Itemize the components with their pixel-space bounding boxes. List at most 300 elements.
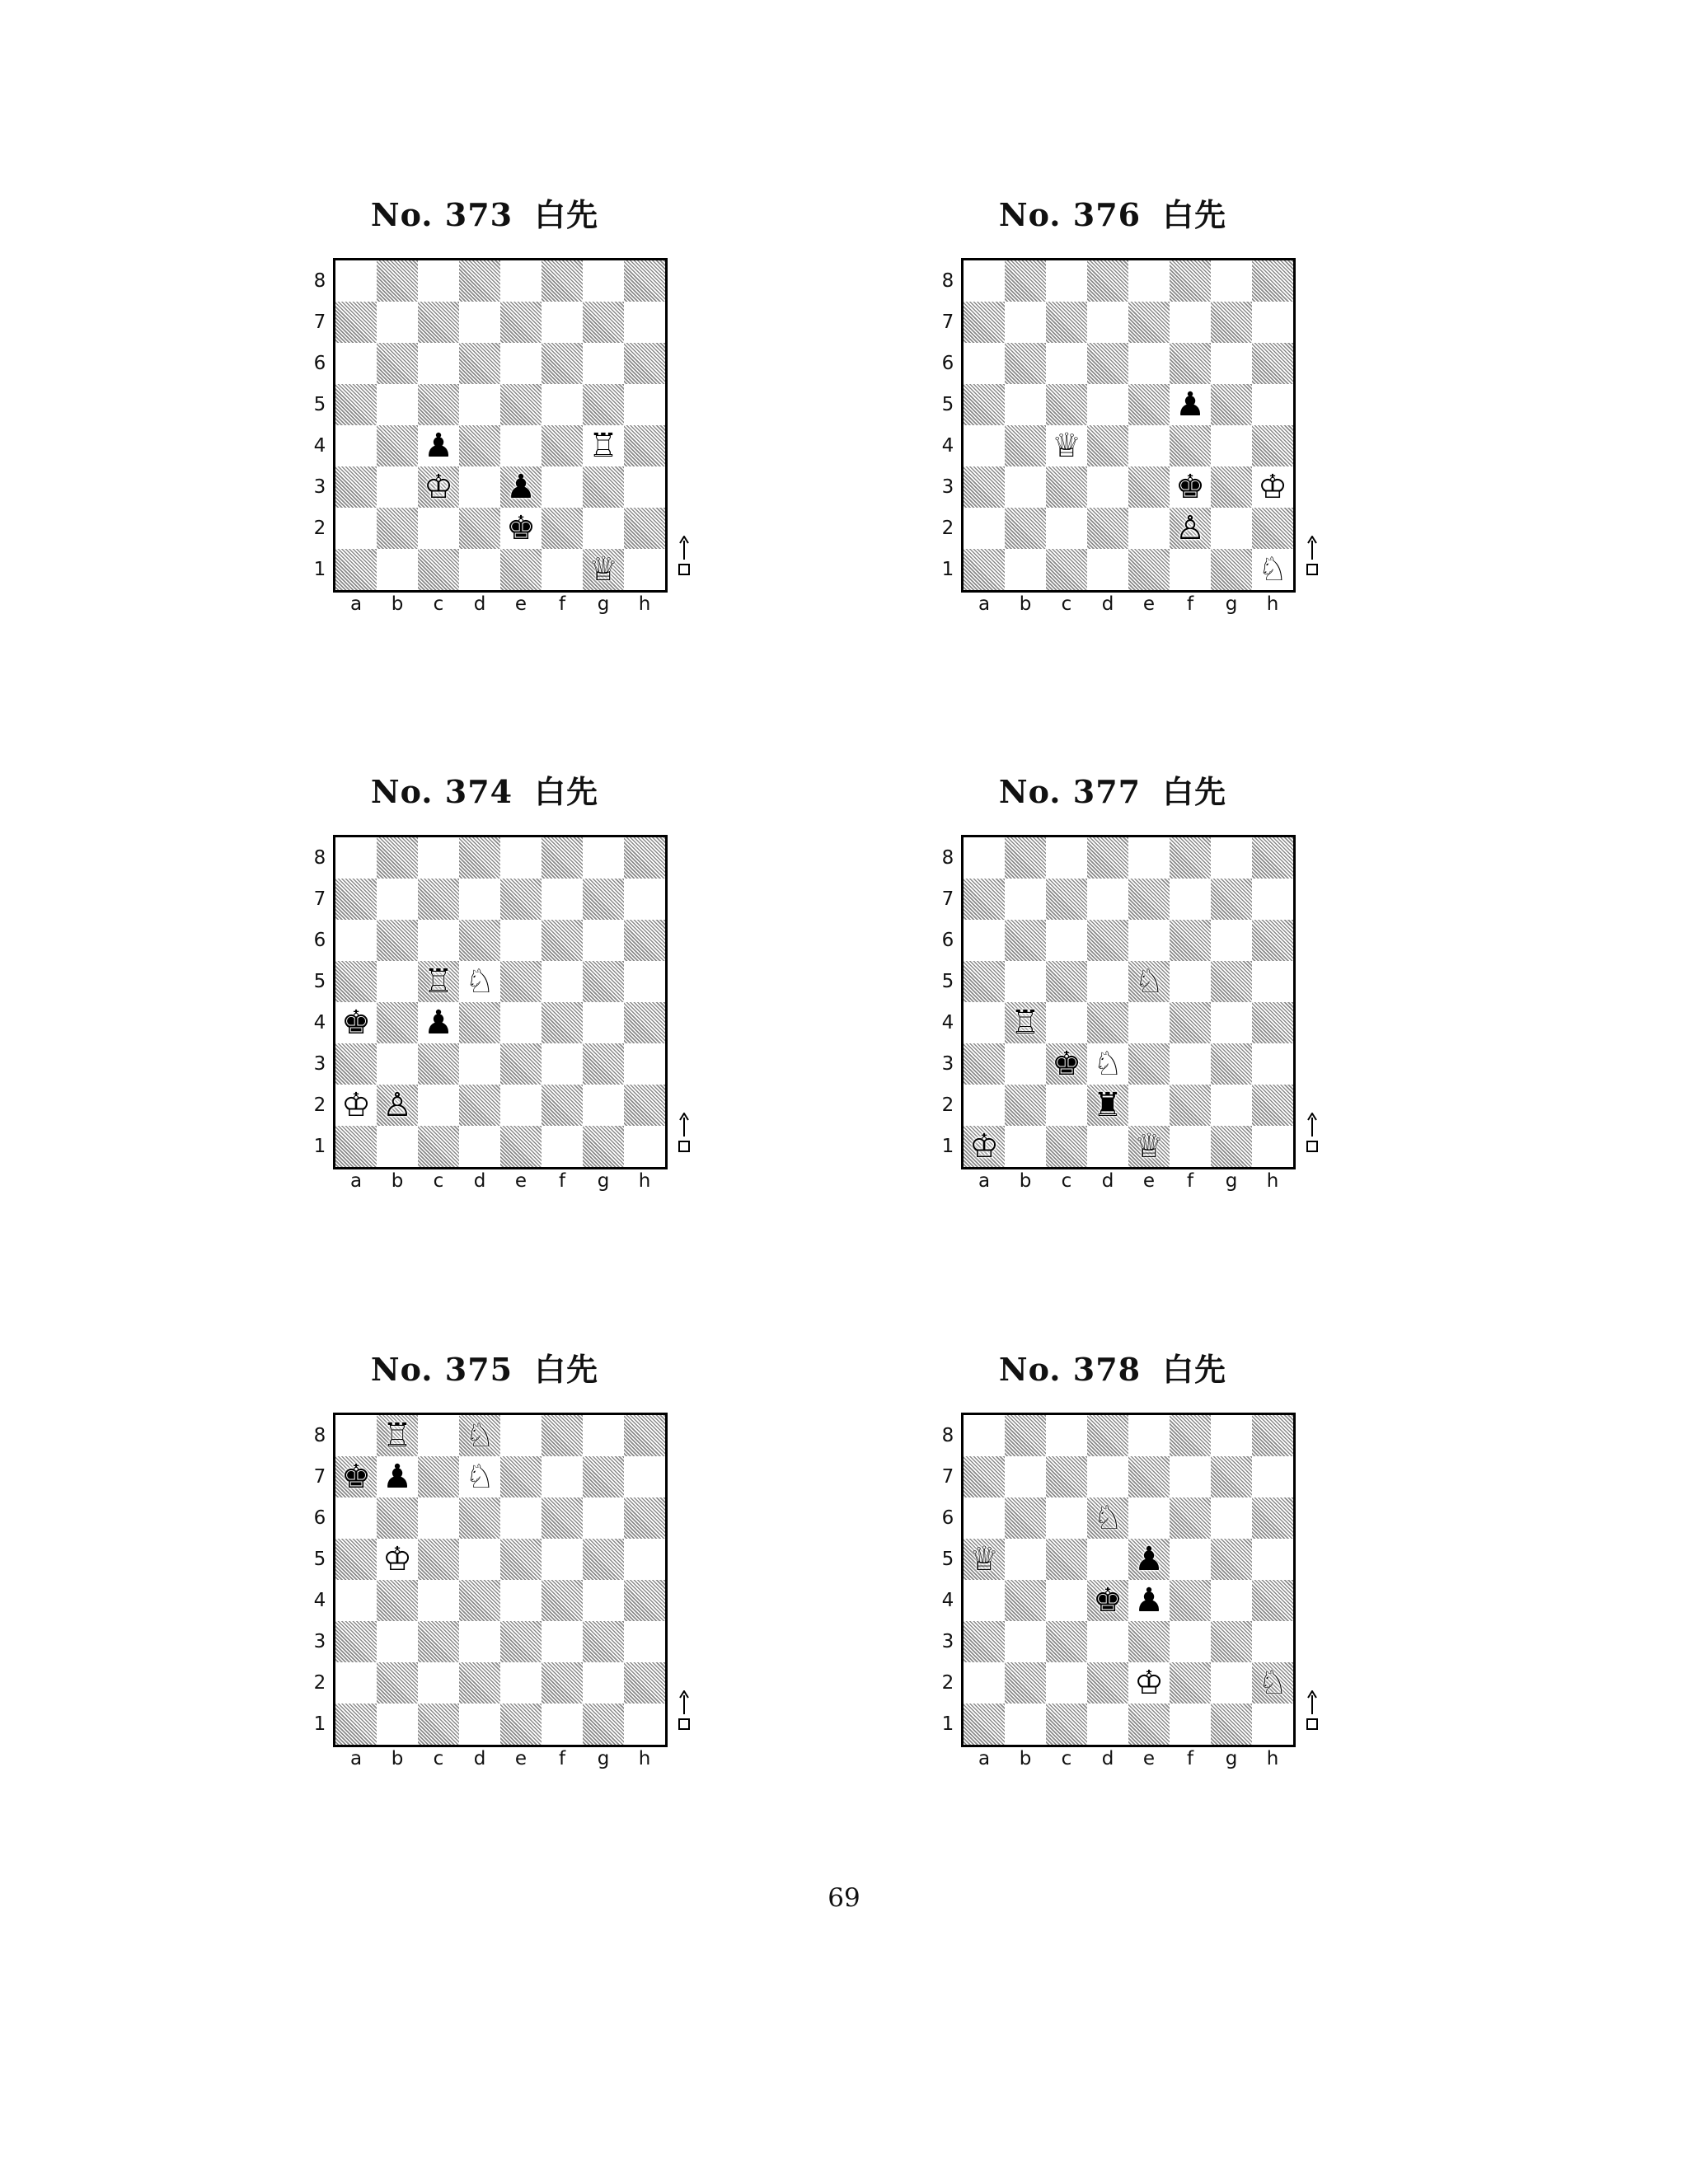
file-label: g	[597, 1748, 610, 1769]
rank-label: 5	[941, 971, 954, 992]
file-label: b	[1019, 593, 1032, 615]
problem-diagram	[288, 190, 717, 651]
square-a6	[335, 920, 377, 961]
square-d5	[1087, 384, 1128, 425]
rank-label: 4	[313, 435, 326, 457]
rank-label: 4	[313, 1590, 326, 1611]
square-g5	[1211, 961, 1252, 1002]
square-e7	[1128, 1456, 1170, 1497]
black-king-icon: ♚	[1175, 468, 1205, 506]
square-f5	[1170, 961, 1211, 1002]
square-b5	[377, 1539, 418, 1580]
file-label: g	[1225, 1170, 1238, 1192]
square-e2	[500, 1085, 542, 1126]
white-king-icon: ♔	[1258, 468, 1287, 506]
file-label: h	[1266, 593, 1279, 615]
square-c1	[418, 549, 459, 590]
square-e1	[1128, 549, 1170, 590]
white-king-icon: ♔	[424, 468, 453, 506]
white-king-icon: ♔	[1134, 1664, 1164, 1702]
black-pawn-icon: ♟	[506, 468, 536, 506]
rank-label: 8	[941, 1425, 954, 1446]
square-d6	[459, 1497, 500, 1539]
rank-label: 1	[313, 1713, 326, 1735]
problem-diagram	[917, 766, 1345, 1228]
square-g8	[583, 837, 624, 879]
square-e1	[1128, 1704, 1170, 1745]
square-d3	[459, 1621, 500, 1662]
rank-label: 2	[941, 1672, 954, 1694]
square-b8	[377, 1415, 418, 1456]
rank-label: 8	[941, 847, 954, 869]
square-d8	[459, 837, 500, 879]
square-h4	[1252, 1580, 1293, 1621]
square-c8	[418, 260, 459, 302]
square-d6	[1087, 1497, 1128, 1539]
square-f6	[1170, 343, 1211, 384]
square-e4	[500, 425, 542, 466]
problem-title	[312, 766, 658, 812]
square-f8	[542, 837, 583, 879]
square-h6	[1252, 343, 1293, 384]
square-f4	[542, 1002, 583, 1043]
square-b5	[1005, 961, 1046, 1002]
square-d7	[1087, 1456, 1128, 1497]
square-g7	[583, 879, 624, 920]
square-d4	[1087, 1580, 1128, 1621]
square-c3	[1046, 1621, 1087, 1662]
chess-board	[333, 258, 668, 593]
rank-label: 6	[313, 1507, 326, 1529]
rank-label: 8	[313, 847, 326, 869]
white-square-icon	[1306, 564, 1318, 575]
file-label: e	[1142, 1748, 1156, 1769]
rank-label: 6	[313, 353, 326, 374]
square-c3	[1046, 1043, 1087, 1085]
square-g4	[1211, 1002, 1252, 1043]
square-d6	[459, 343, 500, 384]
white-queen-icon: ♕	[588, 551, 618, 588]
square-g4	[1211, 425, 1252, 466]
square-g3	[583, 1621, 624, 1662]
square-g7	[1211, 879, 1252, 920]
rank-labels	[312, 837, 328, 1167]
square-a4	[335, 1002, 377, 1043]
square-g1	[1211, 549, 1252, 590]
file-label: e	[514, 593, 528, 615]
square-b5	[377, 384, 418, 425]
square-b3	[1005, 1621, 1046, 1662]
problem-caption: 白先	[534, 1351, 599, 1388]
square-f4	[1170, 1002, 1211, 1043]
rank-labels	[940, 1415, 956, 1745]
square-c8	[418, 837, 459, 879]
square-g1	[1211, 1704, 1252, 1745]
square-a6	[964, 343, 1005, 384]
square-g6	[583, 1497, 624, 1539]
square-h5	[1252, 384, 1293, 425]
square-h7	[624, 302, 665, 343]
rank-label: 5	[313, 394, 326, 415]
file-label: a	[978, 1170, 991, 1192]
square-f2	[1170, 1662, 1211, 1704]
square-f5	[1170, 384, 1211, 425]
file-label: c	[433, 593, 444, 615]
square-h5	[624, 384, 665, 425]
square-c6	[1046, 1497, 1087, 1539]
square-e7	[500, 1456, 542, 1497]
square-g1	[583, 1126, 624, 1167]
rank-label: 5	[313, 971, 326, 992]
square-h2	[1252, 508, 1293, 549]
square-h1	[624, 1126, 665, 1167]
square-c7	[1046, 1456, 1087, 1497]
square-c8	[1046, 837, 1087, 879]
file-label: f	[558, 593, 566, 615]
rank-label: 6	[313, 930, 326, 951]
square-a7	[335, 302, 377, 343]
square-c3	[418, 1621, 459, 1662]
rank-label: 2	[313, 518, 326, 539]
square-f8	[1170, 1415, 1211, 1456]
rank-label: 1	[313, 1136, 326, 1157]
square-c2	[1046, 1662, 1087, 1704]
square-h6	[624, 920, 665, 961]
square-h6	[1252, 920, 1293, 961]
square-g5	[1211, 384, 1252, 425]
square-a5	[335, 384, 377, 425]
square-f7	[542, 302, 583, 343]
square-d5	[459, 961, 500, 1002]
square-e3	[500, 466, 542, 508]
square-b3	[377, 1621, 418, 1662]
square-a1	[964, 1704, 1005, 1745]
square-c7	[1046, 879, 1087, 920]
rank-label: 8	[941, 270, 954, 292]
file-label: e	[1142, 1170, 1156, 1192]
square-c3	[418, 466, 459, 508]
problem-diagram	[917, 190, 1345, 651]
file-label: d	[473, 593, 486, 615]
square-e4	[500, 1002, 542, 1043]
square-e2	[1128, 508, 1170, 549]
square-d5	[1087, 1539, 1128, 1580]
file-label: g	[1225, 1748, 1238, 1769]
square-a2	[964, 1085, 1005, 1126]
square-g8	[1211, 260, 1252, 302]
square-d7	[1087, 302, 1128, 343]
white-king-icon: ♔	[341, 1086, 371, 1124]
rank-label: 3	[313, 1631, 326, 1652]
square-f4	[542, 1580, 583, 1621]
square-h3	[1252, 466, 1293, 508]
square-d7	[459, 879, 500, 920]
square-a3	[964, 1043, 1005, 1085]
square-c5	[418, 384, 459, 425]
square-d4	[1087, 1002, 1128, 1043]
square-b1	[1005, 1704, 1046, 1745]
square-b4	[1005, 1002, 1046, 1043]
file-label: c	[1061, 593, 1072, 615]
square-a3	[964, 1621, 1005, 1662]
square-f7	[1170, 1456, 1211, 1497]
rank-label: 4	[941, 435, 954, 457]
white-knight-icon: ♘	[1093, 1045, 1123, 1083]
square-b7	[377, 879, 418, 920]
square-c4	[1046, 1002, 1087, 1043]
square-g3	[583, 466, 624, 508]
square-g4	[1211, 1580, 1252, 1621]
file-labels	[335, 1170, 665, 1195]
square-c6	[418, 343, 459, 384]
file-label: c	[433, 1748, 444, 1769]
file-label: h	[638, 1748, 651, 1769]
square-b8	[1005, 260, 1046, 302]
square-c5	[418, 961, 459, 1002]
square-d5	[1087, 961, 1128, 1002]
square-d6	[1087, 920, 1128, 961]
square-h8	[624, 1415, 665, 1456]
file-label: d	[1101, 593, 1114, 615]
square-h8	[624, 260, 665, 302]
square-h4	[1252, 425, 1293, 466]
rank-label: 2	[313, 1672, 326, 1694]
square-a7	[335, 879, 377, 920]
file-labels	[964, 1170, 1293, 1195]
file-label: b	[1019, 1170, 1032, 1192]
square-h7	[1252, 1456, 1293, 1497]
rank-label: 1	[313, 559, 326, 580]
square-d8	[1087, 1415, 1128, 1456]
problem-caption: 白先	[1162, 1351, 1227, 1388]
square-d8	[1087, 837, 1128, 879]
square-a3	[335, 1043, 377, 1085]
square-c1	[1046, 549, 1087, 590]
square-a1	[964, 1126, 1005, 1167]
square-g2	[1211, 1085, 1252, 1126]
square-b2	[377, 508, 418, 549]
square-b2	[1005, 1662, 1046, 1704]
square-b3	[1005, 1043, 1046, 1085]
square-a5	[964, 961, 1005, 1002]
square-h7	[1252, 302, 1293, 343]
square-e1	[500, 1126, 542, 1167]
file-label: h	[1266, 1170, 1279, 1192]
problem-title	[940, 1344, 1286, 1390]
square-h6	[624, 1497, 665, 1539]
square-h4	[624, 1002, 665, 1043]
square-h5	[1252, 961, 1293, 1002]
file-label: f	[1186, 593, 1194, 615]
problem-diagram	[288, 1344, 717, 1806]
square-g1	[583, 549, 624, 590]
black-king-icon: ♚	[341, 1458, 371, 1496]
rank-label: 6	[941, 930, 954, 951]
square-c5	[418, 1539, 459, 1580]
square-g6	[1211, 343, 1252, 384]
square-b4	[1005, 425, 1046, 466]
square-f1	[1170, 1704, 1211, 1745]
white-queen-icon: ♕	[969, 1540, 999, 1578]
square-g1	[583, 1704, 624, 1745]
square-e4	[1128, 425, 1170, 466]
square-g4	[583, 1002, 624, 1043]
square-c8	[1046, 260, 1087, 302]
file-label: e	[1142, 593, 1156, 615]
square-a7	[335, 1456, 377, 1497]
square-c2	[418, 1662, 459, 1704]
square-a8	[335, 1415, 377, 1456]
square-h1	[1252, 1704, 1293, 1745]
square-h7	[624, 1456, 665, 1497]
square-f5	[542, 1539, 583, 1580]
square-f5	[542, 961, 583, 1002]
square-a5	[964, 384, 1005, 425]
problem-number: No. 373	[370, 196, 513, 233]
white-knight-icon: ♘	[1258, 551, 1287, 588]
square-e8	[500, 1415, 542, 1456]
square-c8	[1046, 1415, 1087, 1456]
rank-label: 8	[313, 1425, 326, 1446]
black-pawn-icon: ♟	[1134, 1540, 1164, 1578]
square-g5	[583, 384, 624, 425]
square-h6	[624, 343, 665, 384]
square-a1	[335, 1704, 377, 1745]
square-f2	[1170, 508, 1211, 549]
file-label: c	[433, 1170, 444, 1192]
square-g8	[583, 1415, 624, 1456]
rank-label: 7	[941, 312, 954, 333]
square-d7	[1087, 879, 1128, 920]
problem-caption: 白先	[534, 196, 599, 233]
white-rook-icon: ♖	[588, 427, 618, 465]
square-f8	[1170, 260, 1211, 302]
file-label: g	[597, 593, 610, 615]
square-e2	[500, 508, 542, 549]
file-label: b	[391, 593, 404, 615]
square-f7	[1170, 879, 1211, 920]
file-label: e	[514, 1748, 528, 1769]
problem-caption: 白先	[1162, 773, 1227, 810]
problem-diagram	[288, 766, 717, 1228]
square-e7	[500, 302, 542, 343]
square-f1	[542, 549, 583, 590]
file-label: e	[514, 1170, 528, 1192]
chess-board	[961, 258, 1296, 593]
square-a8	[964, 837, 1005, 879]
square-f1	[542, 1126, 583, 1167]
file-label: b	[391, 1170, 404, 1192]
problem-number: No. 374	[370, 773, 513, 810]
square-d2	[459, 1662, 500, 1704]
file-label: b	[1019, 1748, 1032, 1769]
square-g3	[1211, 1621, 1252, 1662]
white-knight-icon: ♘	[465, 1417, 495, 1455]
square-h7	[1252, 879, 1293, 920]
square-a7	[964, 302, 1005, 343]
square-d3	[459, 466, 500, 508]
square-d2	[459, 508, 500, 549]
rank-label: 4	[313, 1012, 326, 1033]
square-h8	[1252, 260, 1293, 302]
white-king-icon: ♔	[382, 1540, 412, 1578]
square-h5	[1252, 1539, 1293, 1580]
square-h3	[624, 1621, 665, 1662]
rank-label: 6	[941, 353, 954, 374]
square-d7	[459, 1456, 500, 1497]
square-g7	[1211, 302, 1252, 343]
square-b6	[377, 343, 418, 384]
square-c6	[418, 1497, 459, 1539]
file-label: b	[391, 1748, 404, 1769]
square-e6	[1128, 1497, 1170, 1539]
square-f4	[1170, 425, 1211, 466]
file-label: a	[978, 593, 991, 615]
file-labels	[964, 593, 1293, 618]
square-e7	[500, 879, 542, 920]
file-label: f	[1186, 1170, 1194, 1192]
file-label: a	[978, 1748, 991, 1769]
square-a1	[964, 549, 1005, 590]
square-f5	[542, 384, 583, 425]
rank-label: 3	[941, 476, 954, 498]
square-e8	[1128, 260, 1170, 302]
square-e4	[1128, 1580, 1170, 1621]
square-b3	[377, 466, 418, 508]
square-f1	[542, 1704, 583, 1745]
square-a5	[335, 1539, 377, 1580]
square-b1	[1005, 549, 1046, 590]
problem-number: No. 378	[998, 1351, 1142, 1388]
file-labels	[964, 1748, 1293, 1773]
square-h1	[1252, 549, 1293, 590]
square-a5	[964, 1539, 1005, 1580]
problem-title	[940, 190, 1286, 235]
square-a2	[964, 1662, 1005, 1704]
square-d1	[459, 1126, 500, 1167]
file-label: a	[349, 593, 363, 615]
rank-labels	[940, 260, 956, 590]
square-d4	[1087, 425, 1128, 466]
white-square-icon	[678, 1141, 690, 1152]
square-b8	[1005, 837, 1046, 879]
rank-label: 7	[313, 312, 326, 333]
square-c6	[418, 920, 459, 961]
square-c2	[418, 508, 459, 549]
square-c4	[418, 1002, 459, 1043]
black-pawn-icon: ♟	[424, 427, 453, 465]
square-b1	[377, 1704, 418, 1745]
square-g6	[1211, 1497, 1252, 1539]
square-b2	[1005, 1085, 1046, 1126]
square-d4	[459, 1002, 500, 1043]
square-d2	[1087, 1085, 1128, 1126]
square-g3	[1211, 1043, 1252, 1085]
square-b4	[377, 1580, 418, 1621]
square-h4	[1252, 1002, 1293, 1043]
square-a3	[335, 1621, 377, 1662]
square-d7	[459, 302, 500, 343]
square-f6	[542, 343, 583, 384]
square-e3	[1128, 1621, 1170, 1662]
problem-title	[940, 766, 1286, 812]
white-queen-icon: ♕	[1052, 427, 1081, 465]
square-c7	[418, 302, 459, 343]
square-c8	[418, 1415, 459, 1456]
square-a1	[335, 549, 377, 590]
square-d3	[1087, 1043, 1128, 1085]
square-c4	[1046, 425, 1087, 466]
